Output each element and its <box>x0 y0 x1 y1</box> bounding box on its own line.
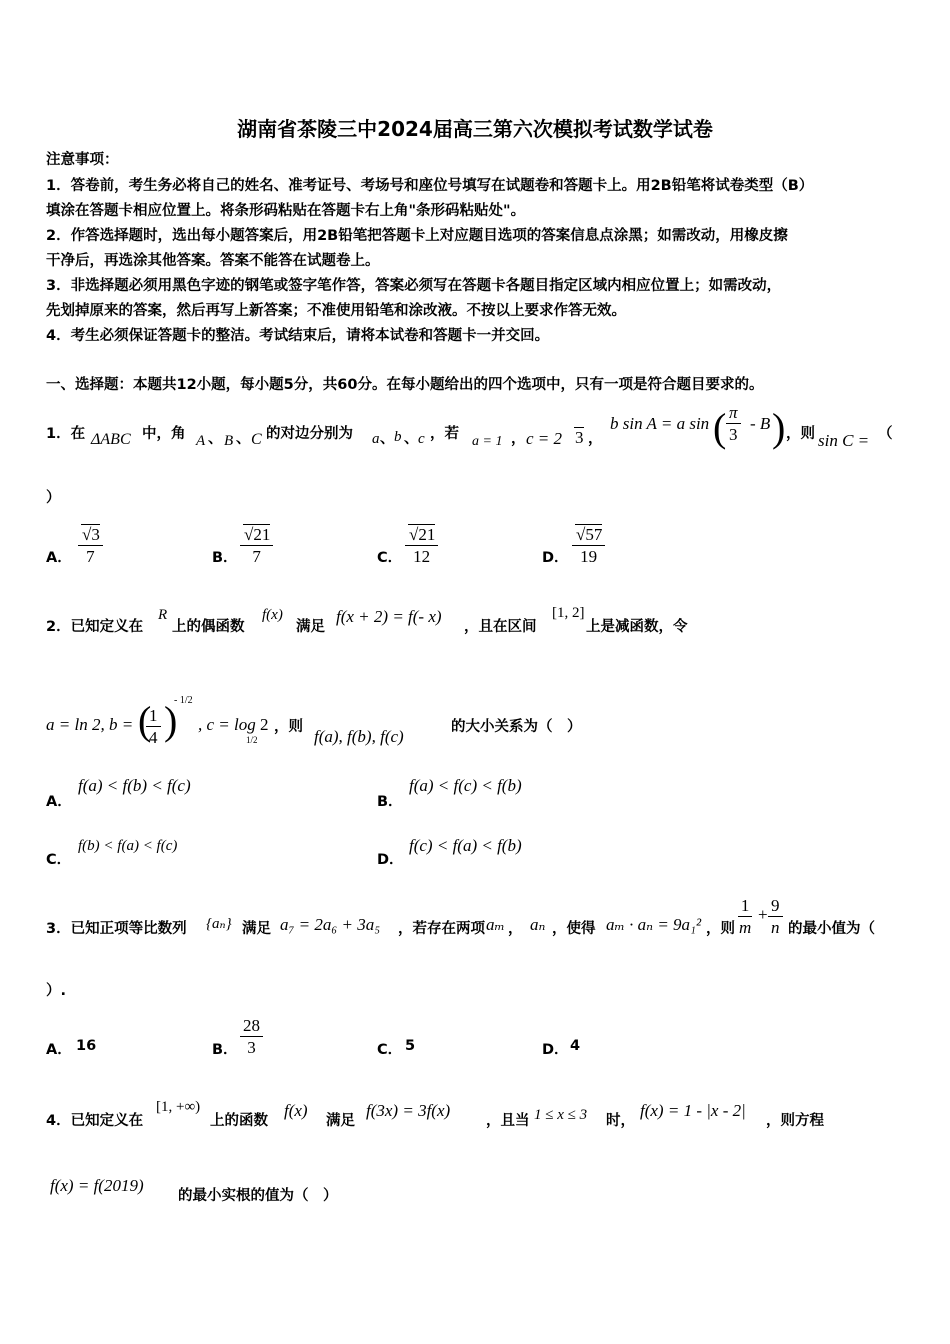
question-1: 1．在 ΔABC 中，角 A 、 B 、 C 的对边分别为 a 、 b 、 c ，若 a = 1 ， c = 2 3 ， b sin A = a sin ( $\frac{\pi}{3}$ - B ) ，则 sin C = （ <box>46 403 893 450</box>
notice-line: 先划掉原来的答案，然后再写上新答案；不准使用铅笔和涂改液。不按以上要求作答无效。 <box>46 303 626 319</box>
notice-line: 3．非选择题必须用黑色字迹的钢笔或签字笔作答，答案必须写在答题卡各题目指定区域内相应位置上；如需改动， <box>46 278 782 294</box>
one-quarter: $\frac{1}{4}$ <box>146 705 161 748</box>
question-2-definitions: a = ln 2, b = ( $\frac{1}{4}$ ) - 1/2 , c = log 1/2 2 ，则 f(a), f(b), f(c) 的大小关系为（ ） <box>46 695 582 747</box>
paren-close: ）. <box>46 983 67 999</box>
section-heading: 一、选择题：本题共12小题，每小题5分，共60分。在每小题给出的四个选项中，只有一项是符合题目要求的。 <box>46 377 764 393</box>
question-4: 4．已知定义在 [1, +∞) 上的函数 f(x) 满足 f(3x) = 3f(x) ，且当 1 ≤ x ≤ 3 时， f(x) = 1 - |x - 2| ，则方程 <box>46 1099 824 1129</box>
paren-close: ） <box>46 490 61 506</box>
notice-line: 2．作答选择题时，选出每小题答案后，用2B铅笔把答题卡上对应题目选项的答案信息点涂黑；如需改动，用橡皮擦 <box>46 228 788 244</box>
notice-line: 干净后，再选涂其他答案。答案不能答在试题卷上。 <box>46 253 380 269</box>
question-3: 3．已知正项等比数列 {aₙ} 满足 a₇ = 2a₆ + 3a₅ ，若存在两项 aₘ ， aₙ ，使得 aₘ · aₙ = 9a₁² ，则 $\frac{1}{m}$ + $\frac{9}{n}$ 的最小值为（ <box>46 896 875 937</box>
question-4-continued: f(x) = f(2019) 的最小实根的值为（ ） <box>50 1176 338 1204</box>
notice-heading: 注意事项： <box>46 152 119 168</box>
page-title: 湖南省茶陵三中2024届高三第六次模拟考试数学试卷 <box>237 117 713 141</box>
notice-line: 1．答卷前，考生务必将自己的姓名、准考证号、考场号和座位号填写在试题卷和答题卡上。用2B铅笔将试卷类型（B） <box>46 178 814 194</box>
notice-line: 填涂在答题卡相应位置上。将条形码粘贴在答题卡右上角"条形码粘贴处"。 <box>46 203 526 219</box>
question-2: 2．已知定义在 R 上的偶函数 f(x) 满足 f(x + 2) = f(- x) ，且在区间 [1, 2] 上是减函数，令 <box>46 605 688 635</box>
notice-line: 4．考生必须保证答题卡的整洁。考试结束后，请将本试卷和答题卡一并交回。 <box>46 328 550 344</box>
pi-over-3: $\frac{\pi}{3}$ <box>726 402 741 445</box>
